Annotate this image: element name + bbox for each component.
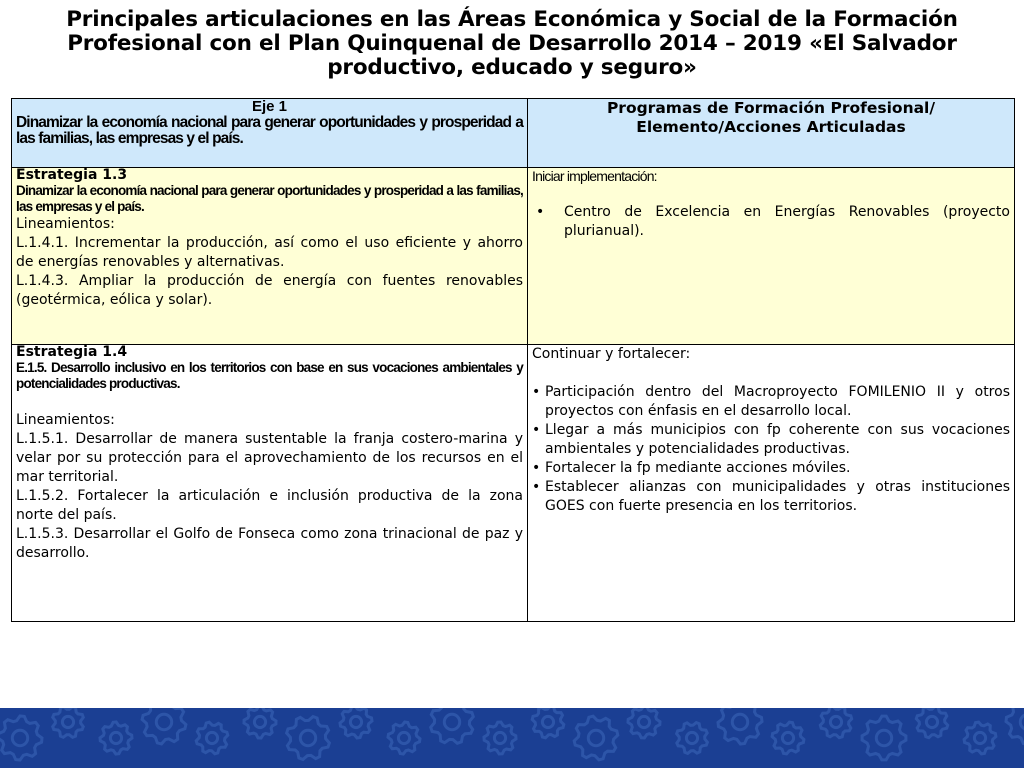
gear-icon [718, 708, 762, 744]
list-item [532, 421, 1010, 459]
gear-icon [100, 722, 132, 754]
lineamientos-label: Lineamientos: [16, 216, 115, 232]
action-text: Fortalecer la fp mediante acciones móviles. [545, 460, 851, 476]
table-row [12, 345, 1015, 622]
action-text: Centro de Excelencia en Energías Renovables (proyecto plurianual). [564, 204, 1010, 239]
gear-icon [1006, 708, 1024, 744]
table-row [12, 168, 1015, 345]
bullet-icon: • [536, 204, 545, 220]
bullet-icon: • [532, 384, 541, 400]
actions-1-4-cell [528, 345, 1015, 622]
strategy-description: E.1.5. Desarrollo inclusivo en los territorios con base en sus vocaciones ambientales y potencialidades productivas. [16, 360, 523, 391]
gear-icon [772, 722, 804, 754]
list-item [532, 203, 1010, 241]
gear-icon [142, 708, 186, 744]
action-text: Establecer alianzas con municipalidades y otras instituciones GOES con fuerte presencia en los territorios. [545, 479, 1010, 514]
bullet-icon: • [532, 422, 541, 438]
gear-icon [532, 708, 564, 738]
strategy-title: Estrategia 1.3 [16, 167, 128, 183]
strategy-1-3-cell [12, 168, 528, 345]
lineamiento-item: L.1.5.3. Desarrollar el Golfo de Fonseca como zona trinacional de paz y desarrollo. [16, 526, 523, 561]
lineamientos-label: Lineamientos: [16, 412, 115, 428]
list-item [532, 383, 1010, 421]
actions-intro: Iniciar implementación: [532, 168, 657, 184]
actions-list [532, 203, 1010, 241]
gear-icon [916, 708, 947, 738]
gear-icon [964, 722, 996, 754]
gear-icon [820, 708, 851, 738]
action-text: Llegar a más municipios con fp coherente con sus vocaciones ambientales y potencialidades productivas. [545, 422, 1010, 457]
gear-icon [628, 708, 660, 738]
eje-description: Dinamizar la economía nacional para generar oportunidades y prosperidad a las familias, las empresas y el país. [16, 114, 523, 147]
header-eje-cell [12, 99, 528, 168]
gear-icon [340, 708, 372, 738]
lineamiento-item: L.1.4.3. Ampliar la producción de energía con fuentes renovables (geotérmica, eólica y solar). [16, 273, 523, 308]
gear-icon [484, 722, 516, 754]
gear-pattern-icon [0, 708, 1024, 768]
articulation-table [11, 98, 1015, 622]
actions-list [532, 383, 1010, 516]
slide-title: Principales articulaciones en las Áreas Económica y Social de la Formación Profesional con el Plan Quinquenal de Desarrollo 2014 – 2019 «El Salvador productivo, educado y seguro» [66, 7, 958, 80]
eje-label: Eje 1 [251, 98, 288, 115]
actions-1-3-cell [528, 168, 1015, 345]
gear-icon [53, 708, 84, 737]
gear-icon [677, 723, 708, 754]
strategy-title: Estrategia 1.4 [16, 344, 128, 360]
gear-icon [244, 708, 276, 738]
bullet-icon: • [532, 479, 541, 495]
gear-icon [196, 722, 228, 754]
strategy-1-4-cell [12, 345, 528, 622]
footer-gear-band [0, 708, 1024, 768]
actions-intro: Continuar y fortalecer: [532, 346, 691, 362]
gear-icon [431, 708, 474, 743]
gear-icon [862, 716, 906, 760]
gear-icon [287, 717, 330, 760]
lineamiento-item: L.1.4.1. Incrementar la producción, así como el uso eficiente y ahorro de energías renovables y alternativas. [16, 235, 523, 270]
list-item [532, 459, 1010, 478]
lineamiento-item: L.1.5.2. Fortalecer la articulación e inclusión productiva de la zona norte del país. [16, 488, 523, 523]
table-header-row [12, 99, 1015, 168]
gear-icon [388, 722, 420, 754]
lineamiento-item: L.1.5.1. Desarrollar de manera sustentable la franja costero-marina y velar por su protección para el aprovechamiento de los recursos en el mar territorial. [16, 431, 523, 485]
bullet-icon: • [532, 460, 541, 476]
header-programs-cell [528, 99, 1015, 168]
action-text: Participación dentro del Macroproyecto FOMILENIO II y otros proyectos con énfasis en el desarrollo local. [545, 384, 1010, 419]
programs-header-title: Programas de Formación Profesional/ Elemento/Acciones Articuladas [606, 99, 936, 136]
gear-icon [574, 716, 618, 760]
strategy-description: Dinamizar la economía nacional para generar oportunidades y prosperidad a las familias, las empresas y el país. [16, 183, 523, 214]
list-item [532, 478, 1010, 516]
gear-icon [0, 716, 42, 760]
